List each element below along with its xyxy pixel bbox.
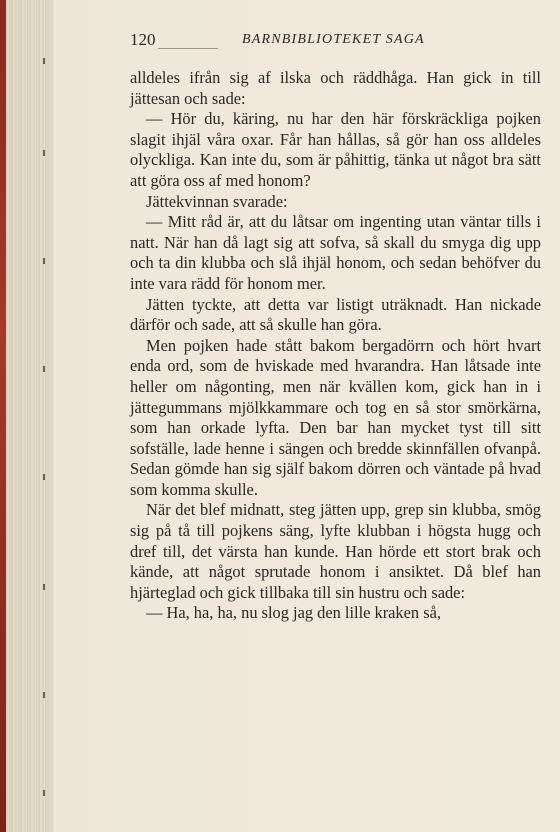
paragraph: — Ha, ha, ha, nu slog jag den lille kraken så,: [146, 603, 441, 623]
gutter-mark: [43, 258, 45, 264]
gutter-mark: [43, 584, 45, 590]
paragraph: — Hör du, käring, nu har den här förskräckliga pojken slagit ihjäl våra oxar. Får han hållas, så gör han oss alldeles olyckliga. Kan inte du, som är påhittig, tänka ut något bra sätt att göra oss af med honom?: [130, 109, 541, 190]
binding-edge: [0, 0, 6, 832]
running-title: BARNBIBLIOTEKET SAGA: [242, 32, 425, 47]
paragraph: När det blef midnatt, steg jätten upp, grep sin klubba, smög sig på tå till pojkens säng, lyfte klubban i högsta hugg och dref till, det värsta han kunde. Han hörde ett stort brak och kände, att något sprutade honom i ansiktet. Då blef han hjärteglad och gick tillbaka till sin hustru och sade:: [130, 500, 541, 602]
paragraph: Jätten tyckte, att detta var listigt uträknadt. Han nickade därför och sade, att så skulle han göra.: [130, 294, 541, 335]
gutter-mark: [43, 150, 45, 156]
gutter-mark: [43, 474, 45, 480]
gutter-mark: [43, 692, 45, 698]
paragraph: Men pojken hade stått bakom bergadörrn och hört hvart enda ord, som de hviskade med hvarandra. Han låtsade inte heller om någonting, men när kvällen kom, gick han in i jättegummans mjölkkammare och tog en så stor smörkärna, som han orkade lyfta. Den bar han mycket tyst till sitt sofställe, lade henne i sängen och bredde skinnfällen ofvanpå. Sedan gömde han sig själf bakom dörren och väntade på hvad som komma skulle.: [130, 335, 541, 499]
page-number: 120: [130, 30, 156, 49]
page-header: [130, 30, 540, 54]
paragraph: Jättekvinnan svarade:: [146, 191, 288, 211]
page-gutter: [0, 0, 54, 832]
paragraph: — Mitt råd är, att du låtsar om ingenting utan väntar tills i natt. När han då lagt sig att sofva, så skall du smyga dig upp och ta din klubba och slå ihjäl honom, och sedan behöfver du inte vara rädd för honom mer.: [130, 212, 541, 293]
gutter-mark: [43, 790, 45, 796]
page-body: [130, 68, 541, 624]
gutter-mark: [43, 366, 45, 372]
header-rule: [158, 48, 218, 49]
paragraph: alldeles ifrån sig af ilska och räddhåga. Han gick in till jättesan och sade:: [130, 68, 541, 108]
gutter-mark: [43, 58, 45, 64]
